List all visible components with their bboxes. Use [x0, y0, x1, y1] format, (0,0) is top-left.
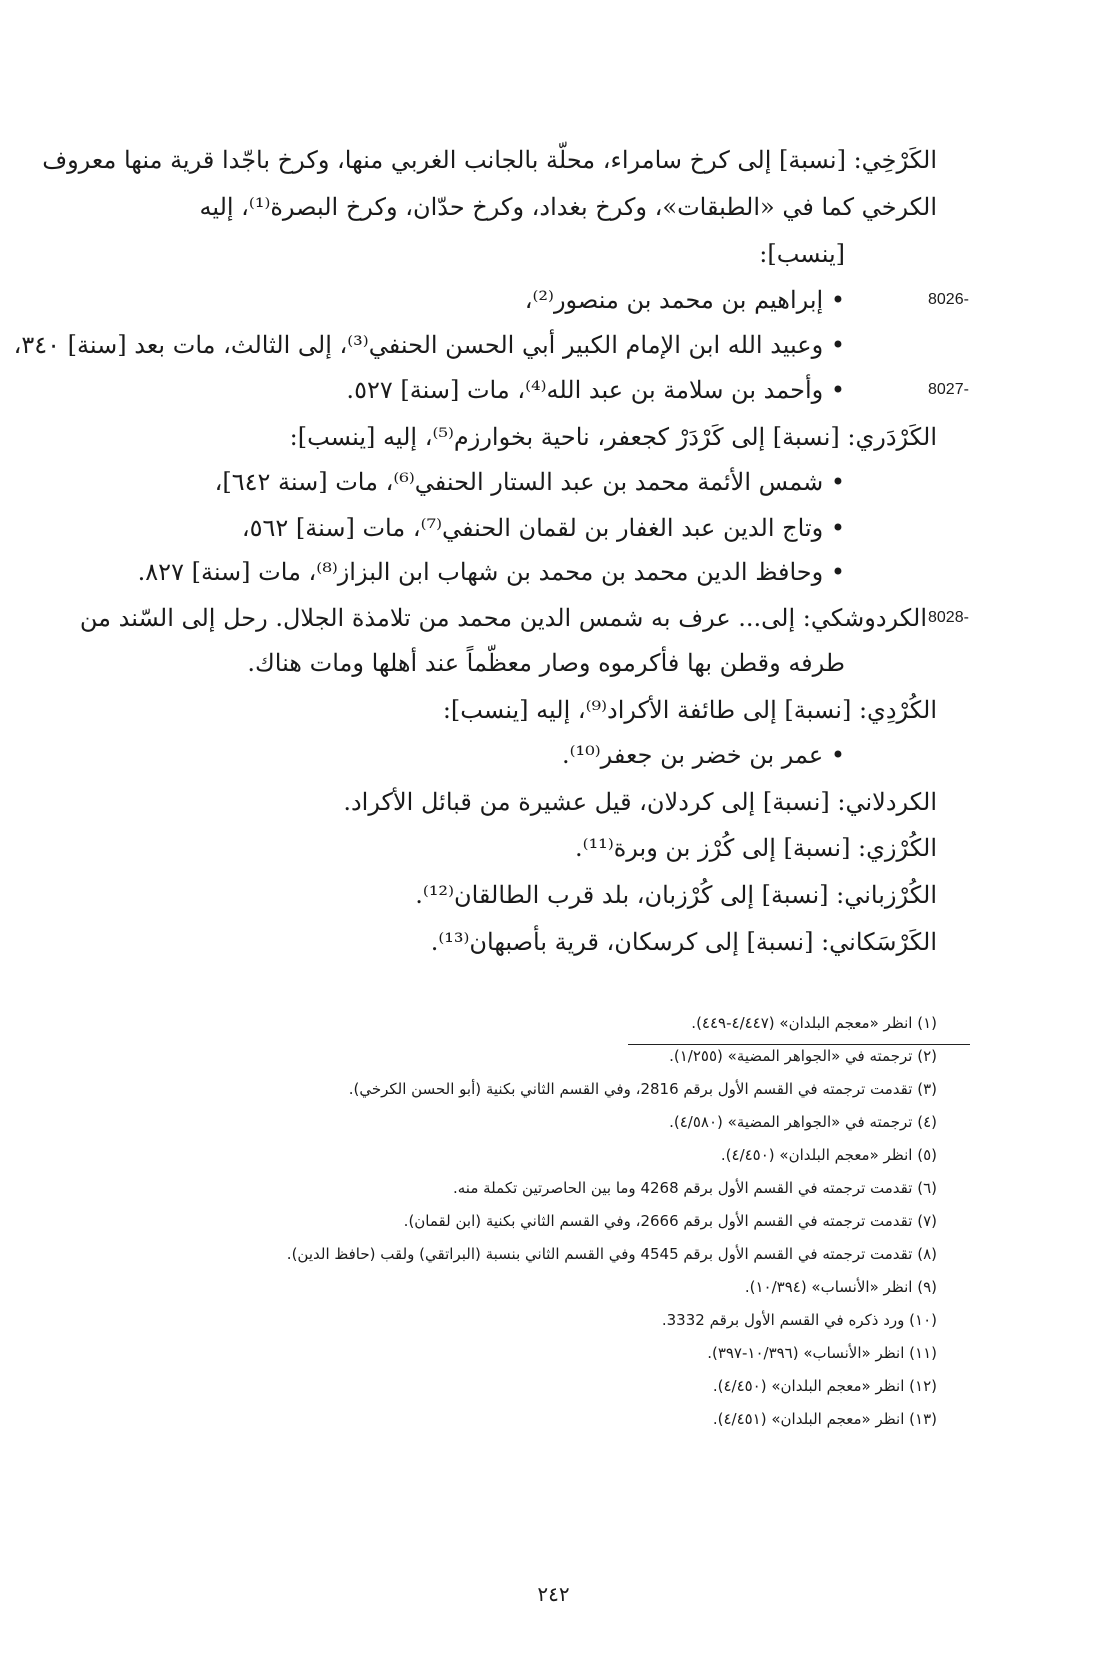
footnote-10: (١٠) ورد ذكره في القسم الأول برقم 3332.	[661, 1311, 937, 1329]
footnote-6: (٦) تقدمت ترجمته في القسم الأول برقم 4268 وما بين الحاصرتين تكملة منه.	[453, 1179, 937, 1197]
entry-karkhi-line-3: [ينسب]:	[759, 240, 845, 268]
footnote-1: (١) انظر «معجم البلدان» (٤/٤٤٧-٤٤٩).	[691, 1014, 937, 1032]
footnote-2: (٢) ترجمته في «الجواهر المضية» (١/٢٥٥).	[669, 1047, 937, 1065]
entry-kurzbani: الكُرْزباني: [نسبة] إلى كُرْزبان، بلد قرب الطالقان⁽¹²⁾.	[415, 881, 937, 909]
entry-kurdulani: الكردلاني: [نسبة] إلى كردلان، قيل عشيرة من قبائل الأكراد.	[343, 788, 937, 816]
person-shams-alaimma: • شمس الأئمة محمد بن عبد الستار الحنفي⁽⁶⁾، مات [سنة ٦٤٢]،	[214, 468, 845, 496]
footnote-12: (١٢) انظر «معجم البلدان» (٤/٤٥٠).	[712, 1377, 937, 1395]
entry-karsakani: الكَرْسَكاني: [نسبة] إلى كرسكان، قرية بأصبهان⁽¹³⁾.	[430, 928, 937, 956]
footnote-5: (٥) انظر «معجم البلدان» (٤/٤٥٠).	[720, 1146, 937, 1164]
person-umar: • عمر بن خضر بن جعفر⁽¹⁰⁾.	[562, 741, 845, 769]
entry-kurdi: الكُرْدِي: [نسبة] إلى طائفة الأكراد⁽⁹⁾، إليه [ينسب]:	[442, 696, 937, 724]
footnote-3: (٣) تقدمت ترجمته في القسم الأول برقم 2816، وفي القسم الثاني بكنية (أبو الحسن الكرخي).	[348, 1080, 937, 1098]
entry-kurdushki-line-1: الكردوشكي: إلى... عرف به شمس الدين محمد من تلامذة الجلال. رحل إلى السّند من	[79, 604, 927, 632]
footnote-8: (٨) تقدمت ترجمته في القسم الأول برقم 4545 وفي القسم الثاني بنسبة (البراتقي) ولقب (حافظ الدين).	[286, 1245, 937, 1263]
entry-number-8026: 8026-	[928, 291, 969, 308]
person-ubaidullah: • وعبيد الله ابن الإمام الكبير أبي الحسن الحنفي⁽³⁾، إلى الثالث، مات بعد [سنة] ٣٤٠،	[13, 331, 845, 359]
entry-kardari: الكَرْدَري: [نسبة] إلى كَرْدَرْ كجعفر، ناحية بخوارزم⁽⁵⁾، إليه [ينسب]:	[289, 423, 937, 451]
person-ahmad: • وأحمد بن سلامة بن عبد الله⁽⁴⁾، مات [سنة] ٥٢٧.	[346, 376, 845, 404]
entry-number-8028: 8028-	[928, 609, 969, 626]
entry-karkhi-line-2: الكرخي كما في «الطبقات»، وكرخ بغداد، وكرخ حدّان، وكرخ البصرة⁽¹⁾، إليه	[199, 193, 937, 221]
footnote-9: (٩) انظر «الأنساب» (١٠/٣٩٤).	[744, 1278, 937, 1296]
footnote-4: (٤) ترجمته في «الجواهر المضية» (٤/٥٨٠).	[669, 1113, 937, 1131]
entry-kurdushki-line-2: طرفه وقطن بها فأكرموه وصار معظّماً عند أهلها ومات هناك.	[247, 649, 845, 677]
footnote-7: (٧) تقدمت ترجمته في القسم الأول برقم 2666، وفي القسم الثاني بكنية (ابن لقمان).	[403, 1212, 937, 1230]
person-ibrahim: • إبراهيم بن محمد بن منصور⁽²⁾،	[524, 286, 845, 314]
entry-kurzi: الكُرْزي: [نسبة] إلى كُرْز بن وبرة⁽¹¹⁾.	[575, 834, 937, 862]
footnote-11: (١١) انظر «الأنساب» (١٠/٣٩٦-٣٩٧).	[707, 1344, 937, 1362]
person-hafiz-aldin: • وحافظ الدين محمد بن محمد بن شهاب ابن البزاز⁽⁸⁾، مات [سنة] ٨٢٧.	[137, 558, 845, 586]
footnote-13: (١٣) انظر «معجم البلدان» (٤/٤٥١).	[712, 1410, 937, 1428]
page-number: ٢٤٢	[537, 1582, 570, 1606]
entry-karkhi-line-1: الكَرْخِي: [نسبة] إلى كرخ سامراء، محلّة بالجانب الغربي منها، وكرخ باجّدا قرية منها معروف	[42, 146, 937, 174]
entry-number-8027: 8027-	[928, 381, 969, 398]
person-taj-aldin: • وتاج الدين عبد الغفار بن لقمان الحنفي⁽⁷⁾، مات [سنة] ٥٦٢،	[241, 514, 845, 542]
